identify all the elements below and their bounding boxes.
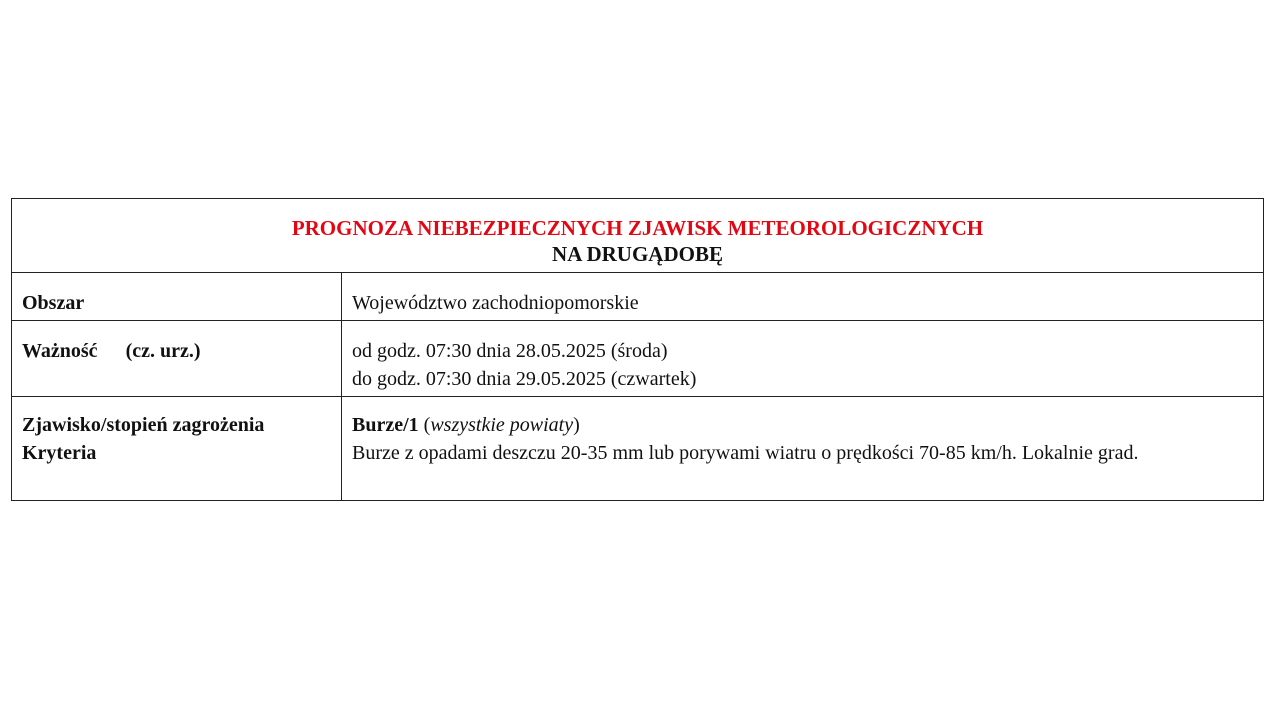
warning-table <box>11 198 1264 501</box>
validity-label-main: Ważność <box>22 340 98 362</box>
title-line-1: PROGNOZA NIEBEZPIECZNYCH ZJAWISK METEOROLOGICZNYCH <box>291 216 984 240</box>
phenomenon-name: Burze/1 <box>352 414 419 436</box>
warning-title <box>12 199 1263 273</box>
phenomenon-label <box>12 397 342 500</box>
title-line-2: NA DRUGĄDOBĘ <box>552 242 723 266</box>
area-label: Obszar <box>12 273 342 320</box>
phenomenon-scope: wszystkie powiaty <box>430 414 574 436</box>
validity-to: do godz. 07:30 dnia 29.05.2025 (czwartek) <box>352 368 697 390</box>
validity-value <box>342 321 1263 396</box>
area-value: Województwo zachodniopomorskie <box>352 292 639 314</box>
validity-row <box>12 321 1263 397</box>
phenomenon-heading <box>352 411 1253 439</box>
area-row <box>12 273 1263 321</box>
phenomenon-row <box>12 397 1263 500</box>
phenomenon-scope-open: ( <box>418 414 431 436</box>
validity-label <box>12 321 342 396</box>
phenomenon-criteria: Burze z opadami deszczu 20-35 mm lub porywami wiatru o prędkości 70-85 km/h. Lokalnie grad. <box>352 442 1139 464</box>
phenomenon-value <box>342 397 1263 500</box>
phenomenon-label-line-2: Kryteria <box>22 442 97 464</box>
validity-from: od godz. 07:30 dnia 28.05.2025 (środa) <box>352 340 668 362</box>
phenomenon-label-line-1: Zjawisko/stopień zagrożenia <box>22 414 265 436</box>
validity-label-suffix: (cz. urz.) <box>125 340 201 362</box>
phenomenon-scope-close: ) <box>573 414 580 436</box>
